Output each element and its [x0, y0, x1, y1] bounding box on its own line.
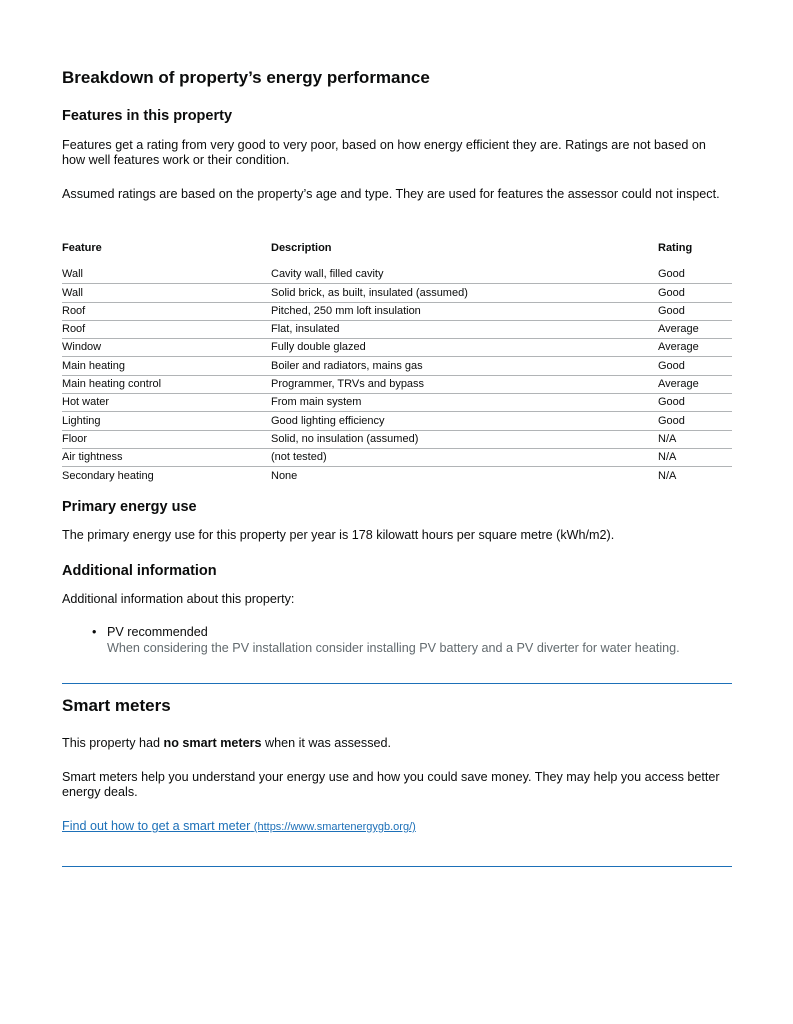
table-row — [62, 302, 732, 320]
column-header-rating: Rating — [658, 242, 693, 254]
list-item-title: PV recommended — [107, 625, 208, 639]
additional-info-intro: Additional information about this property: — [62, 592, 295, 606]
table-cell-description: Solid, no insulation (assumed) — [271, 430, 658, 448]
table-cell-rating: Good — [658, 394, 732, 412]
table-row — [62, 339, 732, 357]
table-row — [62, 467, 732, 485]
table-cell-description: Boiler and radiators, mains gas — [271, 357, 658, 375]
table-cell-feature: Roof — [62, 320, 271, 338]
table-cell-rating: Good — [658, 302, 732, 320]
table-cell-description: None — [271, 469, 298, 482]
table-cell-rating: Good — [658, 284, 732, 302]
table-cell-description: Fully double glazed — [271, 339, 658, 357]
additional-info-list — [62, 624, 680, 656]
features-table — [62, 242, 732, 485]
table-row — [62, 394, 732, 412]
table-row — [62, 375, 732, 393]
table-cell-feature: Secondary heating — [62, 469, 154, 482]
table-row — [62, 284, 732, 302]
table-cell-description: Flat, insulated — [271, 320, 658, 338]
section-divider-bottom — [62, 866, 732, 867]
table-cell-feature: Wall — [62, 284, 271, 302]
table-cell-description: Pitched, 250 mm loft insulation — [271, 302, 658, 320]
features-intro-2: Assumed ratings are based on the property’s age and type. They are used for features the assessor could not inspect. — [62, 187, 720, 201]
primary-energy-heading: Primary energy use — [62, 499, 197, 515]
table-cell-description: From main system — [271, 394, 658, 412]
table-row — [62, 412, 732, 430]
table-cell-description: Solid brick, as built, insulated (assumed) — [271, 284, 658, 302]
table-cell-feature: Lighting — [62, 412, 271, 430]
table-cell-rating: Average — [658, 339, 732, 357]
table-cell-rating: Good — [658, 266, 732, 284]
table-cell-rating: Average — [658, 320, 732, 338]
table-row — [62, 430, 732, 448]
smart-meter-link-text: Find out how to get a smart meter — [62, 819, 251, 833]
table-cell-feature: Floor — [62, 430, 271, 448]
table-cell-rating: N/A — [658, 430, 732, 448]
table-cell-description: Programmer, TRVs and bypass — [271, 375, 658, 393]
table-cell-feature: Hot water — [62, 394, 271, 412]
table-cell-feature: Air tightness — [62, 448, 271, 466]
features-table-body — [62, 260, 732, 485]
table-cell-description: Good lighting efficiency — [271, 412, 658, 430]
primary-energy-text: The primary energy use for this property per year is 178 kilowatt hours per square metre (kWh/m2). — [62, 528, 615, 542]
table-cell-feature: Roof — [62, 302, 271, 320]
smart-meter-link[interactable] — [62, 818, 416, 835]
smart-meters-text: Smart meters help you understand your energy use and how you could save money. They may help you access better energy deals. — [62, 770, 720, 799]
table-row — [62, 448, 732, 466]
table-cell-description: (not tested) — [271, 448, 658, 466]
table-cell-description: Cavity wall, filled cavity — [271, 266, 658, 284]
list-item-detail: When considering the PV installation consider installing PV battery and a PV diverter for water heating. — [107, 641, 680, 655]
table-cell-rating: N/A — [658, 448, 732, 466]
features-intro-1: Features get a rating from very good to very poor, based on how energy efficient they are. Ratings are not based on how well features work or their condition. — [62, 138, 706, 167]
smart-meters-title: Smart meters — [62, 696, 171, 715]
table-cell-rating: Good — [658, 357, 732, 375]
features-heading: Features in this property — [62, 108, 233, 124]
smart-meters-status — [62, 736, 732, 751]
table-row — [62, 357, 732, 375]
table-row — [62, 266, 732, 284]
table-cell-feature: Main heating — [62, 357, 271, 375]
additional-info-heading: Additional information — [62, 563, 217, 579]
status-suffix: when it was assessed. — [261, 736, 392, 750]
table-cell-feature: Window — [62, 339, 271, 357]
table-cell-feature: Main heating control — [62, 375, 271, 393]
table-cell-rating: Good — [658, 412, 732, 430]
table-cell-rating: N/A — [658, 469, 677, 482]
status-bold: no smart meters — [163, 736, 262, 750]
column-header-feature: Feature — [62, 242, 102, 254]
table-cell-rating: Average — [658, 375, 732, 393]
table-row — [62, 320, 732, 338]
table-cell-feature: Wall — [62, 266, 271, 284]
smart-meter-link-url: (https://www.smartenergygb.org/) — [253, 821, 416, 833]
column-header-description: Description — [271, 242, 332, 254]
page-title: Breakdown of property’s energy performance — [62, 68, 430, 87]
section-divider — [62, 683, 732, 684]
list-item — [92, 624, 680, 656]
bullet-icon: • — [92, 625, 97, 639]
status-prefix: This property had — [62, 736, 164, 750]
